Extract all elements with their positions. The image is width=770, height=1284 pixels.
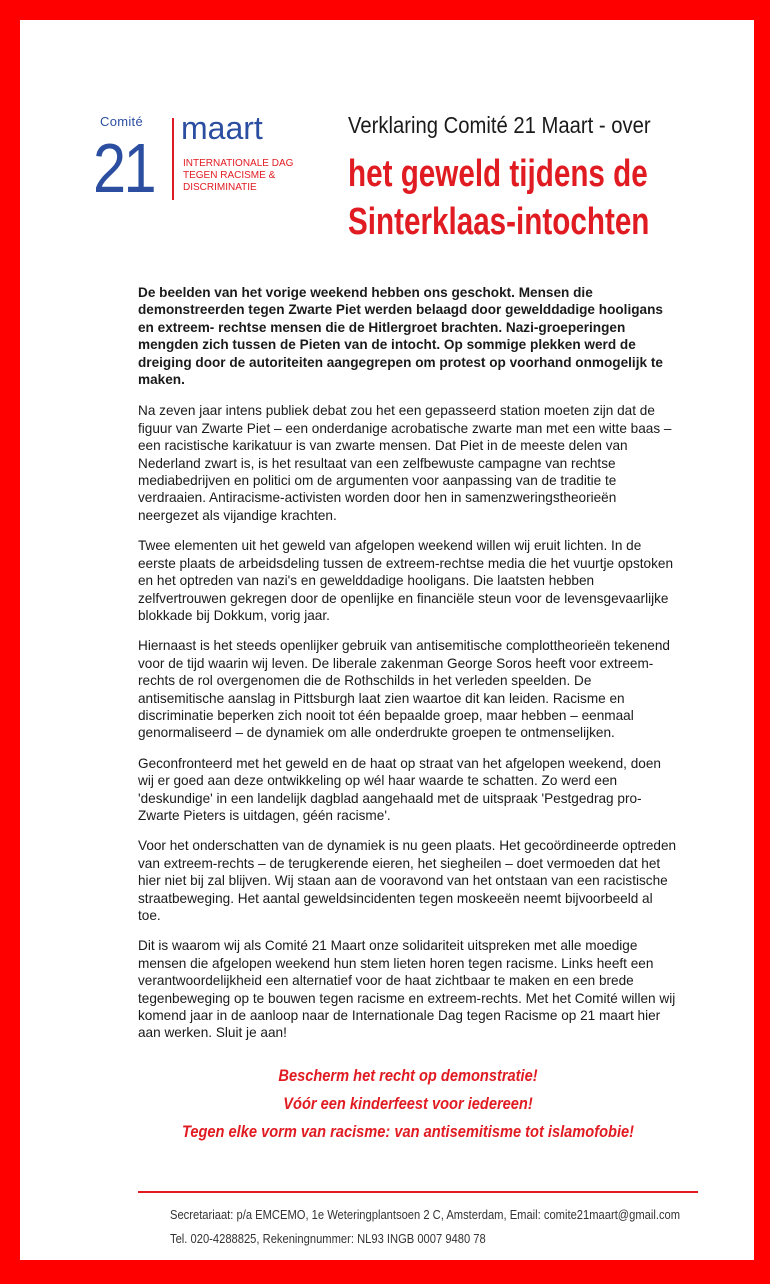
statement-body: [138, 284, 678, 1055]
logo-subtitle: [183, 158, 293, 194]
logo-number: 21: [93, 129, 155, 207]
logo-maart-text: maart: [181, 110, 263, 146]
logo-comite-text: Comité: [100, 114, 143, 129]
heading-line-1: Verklaring Comité 21 Maart - over: [348, 112, 651, 138]
slogan: Tegen elke vorm van racisme: van antisemitisme tot islamofobie!: [181, 1122, 635, 1141]
body-paragraph: Hiernaast is het steeds openlijker gebruik van antisemitische complottheorieën tekenend voor de tijd waarin wij leven. De liberale zakenman George Soros heeft voor extreem-rechts de rol overgenomen die de Rothschilds in het verleden speelden. De antisemitische aanslag in Pittsburgh laat zien waartoe dit kan leiden. Racisme en discriminatie beperken zich nooit tot één bepaalde groep, maar hebben – eenmaal genormaliseerd – de dynamiek om alle onderdrukte groepen te ontmenselijken.: [138, 638, 670, 741]
flyer-page: [20, 20, 754, 1260]
heading-line-2: het geweld tijdens de: [348, 153, 648, 195]
body-paragraph: Dit is waarom wij als Comité 21 Maart onze solidariteit uitspreken met alle moedige mensen die afgelopen weekend hun stem lieten horen tegen racisme. Links heeft een verantwoordelijkheid een alternatief voor de haat zichtbaar te maken en een brede tegenbeweging op te bouwen tegen racisme en extreem-rechts. Met het Comité willen wij komend jaar in de aanloop naar de Internationale Dag tegen Racisme op 21 maart hier aan werken. Sluit je aan!: [138, 938, 676, 1041]
slogan: Vóór een kinderfeest voor iedereen!: [283, 1094, 533, 1113]
body-paragraph: Geconfronteerd met het geweld en de haat op straat van het afgelopen weekend, doen wij er goed aan deze ontwikkeling op wél haar waarde te schatten. Zo werd een 'deskundige' in een landelijk dagblad aangehaald met de uitspraak 'Pestgedrag pro-Zwarte Pieters is uitdagen, géén racisme'.: [138, 755, 661, 823]
body-paragraph: Twee elementen uit het geweld van afgelopen weekend willen wij eruit lichten. In de eerste plaats de arbeidsdeling tussen de extreem-rechtse media die het vuurtje opstoken en het optreden van nazi's en gewelddadige hooligans. Die laatsten hebben zelfvertrouwen gekregen door de openlijke en financiële steun voor de levensgevaarlijke blokkade bij Dokkum, vorig jaar.: [138, 538, 674, 623]
slogans: [138, 1062, 678, 1146]
slogan: Bescherm het recht op demonstratie!: [278, 1066, 538, 1085]
lead-paragraph: De beelden van het vorige weekend hebben ons geschokt. Mensen die demonstreerden tegen Zwarte Piet werden belaagd door gewelddadige hooligans en extreem- rechtse mensen die de Hitlergroet brachten. Nazi-groeperingen mengden zich tussen de Pieten van de intocht. Op sommige plekken werd de dreiging door de autoriteiten aangegrepen om protest op voorhand onmogelijk te maken.: [138, 285, 663, 388]
logo-subtitle-line: DISCRIMINATIE: [183, 182, 257, 193]
body-paragraph: Na zeven jaar intens publiek debat zou het een gepasseerd station moeten zijn dat de figuur van Zwarte Piet – een onderdanige acrobatische zwarte man met een witte baas – een racistische karikatuur is van zwarte mensen. Dat Piet in de meeste delen van Nederland zwart is, is het resultaat van een zelfbewuste campagne van rechtse mediabedrijven en politici om de argumenten voor aanpassing van de traditie te verdraaien. Antiracisme-activisten worden door hen in samenzweringstheorieën neergezet als vijandige krachten.: [138, 403, 672, 523]
heading-line-3: Sinterklaas-intochten: [348, 201, 650, 243]
logo-subtitle-line: TEGEN RACISME &: [183, 170, 276, 181]
footer: [170, 1203, 763, 1251]
footer-address: Secretariaat: p/a EMCEMO, 1e Weteringplantsoen 2 C, Amsterdam, Email: comite21maart@gmail.com: [170, 1207, 681, 1222]
footer-contact: Tel. 020-4288825, Rekeningnummer: NL93 INGB 0007 9480 78: [170, 1231, 486, 1246]
logo-subtitle-line: INTERNATIONALE DAG: [183, 158, 294, 169]
logo-divider: [172, 118, 174, 200]
footer-divider: [138, 1191, 698, 1193]
body-paragraph: Voor het onderschatten van de dynamiek is nu geen plaats. Het gecoördineerde optreden van extreem-rechts – de terugkerende eieren, het siegheilen – doet vermoeden dat het hier niet bij zal blijven. Wij staan aan de vooravond van het ontstaan van een racistische straatbeweging. Het aantal geweldsincidenten tegen moskeeën neemt bijvoorbeeld al toe.: [138, 838, 677, 923]
